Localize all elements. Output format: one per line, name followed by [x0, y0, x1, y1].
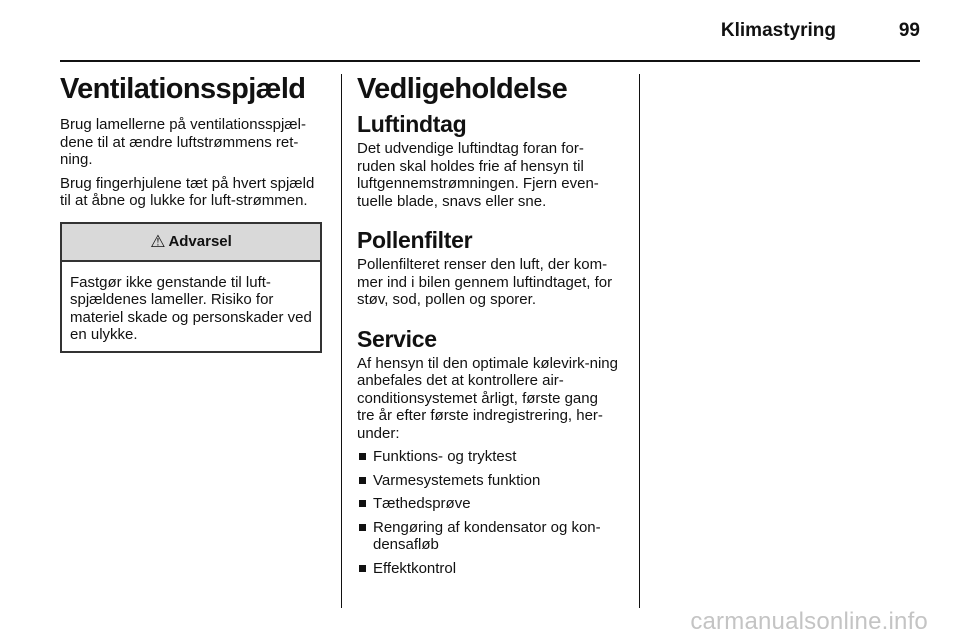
- column-divider: [341, 74, 342, 608]
- left-column: [60, 72, 322, 353]
- warning-triangle-icon: ⚠: [150, 231, 166, 251]
- page-header: [60, 14, 920, 48]
- paragraph: Brug fingerhjulene tæt på hvert spjæld til at åbne og lukke for luft-strømmen.: [60, 174, 315, 209]
- warning-box: [60, 222, 322, 353]
- list-item: Funktions- og tryktest: [357, 448, 619, 466]
- paragraph: Pollenfilteret renser den luft, der kom-mer ind i bilen gennem luftindtaget, for støv, sod, pollen og sporer.: [357, 256, 613, 308]
- page-number: 99: [898, 20, 920, 41]
- subheading-luftindtag: Luftindtag: [357, 111, 467, 137]
- paragraph: Det udvendige luftindtag foran for-ruden skal holdes frie af hensyn til luftgennemstrømningen. Fjern even-tuelle blade, snavs eller sne.: [357, 140, 599, 210]
- paragraph: Brug lamellerne på ventilationsspjæl-dene til at ændre luftstrømmens ret-ning.: [60, 116, 306, 168]
- section-heading-maintenance: Vedligeholdelse: [357, 73, 568, 105]
- column-divider: [639, 74, 640, 608]
- paragraph: Af hensyn til den optimale kølevirk-ning anbefales det at kontrollere air-conditionsystemet årligt, første gang tre år efter første indregistrering, her-under:: [357, 354, 618, 442]
- chapter-title: Klimastyring: [720, 20, 836, 41]
- list-item: Varmesystemets funktion: [357, 472, 619, 490]
- warning-text: Fastgør ikke genstande til luft-spjældenes lameller. Risiko for materiel skade og personskader ved en ulykke.: [70, 273, 312, 343]
- warning-header: [62, 224, 320, 262]
- list-item: Rengøring af kondensator og kon-densafløb: [357, 519, 619, 554]
- subheading-service: Service: [357, 325, 437, 352]
- list-item: Tæthedsprøve: [357, 495, 619, 513]
- subheading-pollenfilter: Pollenfilter: [357, 227, 473, 253]
- header-rule: [60, 60, 920, 62]
- warning-title: Advarsel: [168, 233, 232, 250]
- list-item: Effektkontrol: [357, 560, 619, 578]
- section-heading-ventilation: Ventilationsspjæld: [60, 73, 306, 105]
- warning-body: [62, 262, 320, 351]
- service-list: [357, 448, 619, 577]
- watermark: carmanualsonline.info: [690, 608, 928, 635]
- right-column: [357, 72, 619, 583]
